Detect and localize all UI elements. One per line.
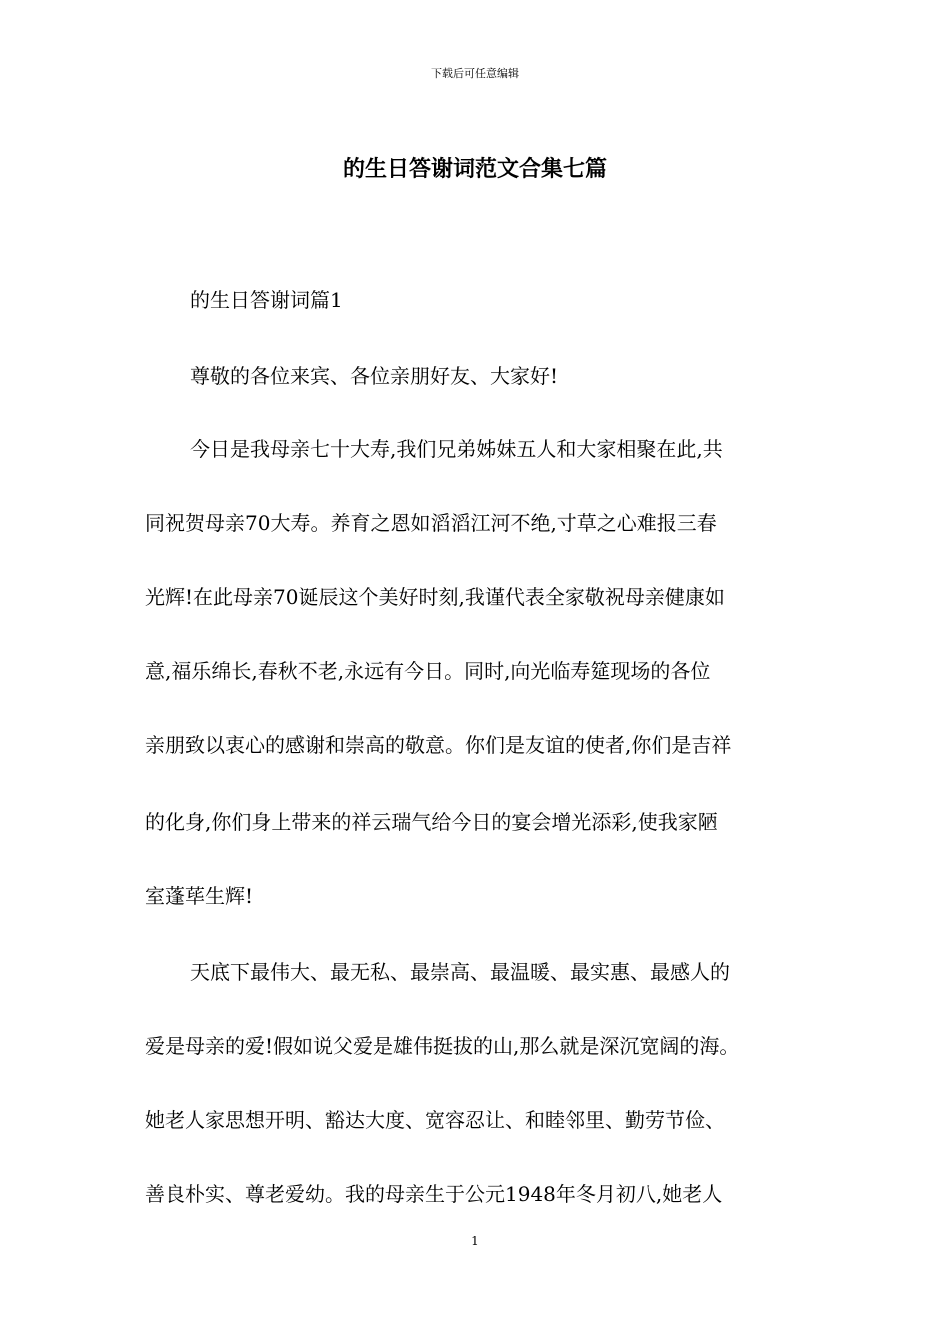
body-line: 天底下最伟大、最无私、最崇高、最温暖、最实惠、最感人的 xyxy=(190,960,730,984)
body-line: 意,福乐绵长,春秋不老,永远有今日。同时,向光临寿筵现场的各位 xyxy=(145,659,711,683)
body-line: 爱是母亲的爱!假如说父爱是雄伟挺拔的山,那么就是深沉宽阔的海。 xyxy=(145,1034,740,1058)
body-line: 亲朋致以衷心的感谢和崇高的敬意。你们是友谊的使者,你们是吉祥 xyxy=(145,733,732,757)
document-title: 的生日答谢词范文合集七篇 xyxy=(342,156,607,182)
greeting-line: 尊敬的各位来宾、各位亲朋好友、大家好! xyxy=(190,364,559,388)
body-line: 同祝贺母亲70大寿。养育之恩如滔滔江河不绝,寸草之心难报三春 xyxy=(145,511,717,535)
page-number: 1 xyxy=(471,1234,479,1248)
section-heading: 的生日答谢词篇1 xyxy=(190,288,343,312)
body-line: 她老人家思想开明、豁达大度、宽容忍让、和睦邻里、勤劳节俭、 xyxy=(145,1108,725,1132)
body-line: 今日是我母亲七十大寿,我们兄弟姊妹五人和大家相聚在此,共 xyxy=(190,437,723,461)
body-line: 室蓬荜生辉! xyxy=(145,884,254,908)
header-note: 下载后可任意编辑 xyxy=(431,67,519,80)
body-line: 光辉!在此母亲70诞辰这个美好时刻,我谨代表全家敬祝母亲健康如 xyxy=(145,585,725,609)
body-line: 的化身,你们身上带来的祥云瑞气给今日的宴会增光添彩,使我家陋 xyxy=(145,810,718,834)
body-line: 善良朴实、尊老爱幼。我的母亲生于公元1948年冬月初八,她老人 xyxy=(145,1182,723,1206)
